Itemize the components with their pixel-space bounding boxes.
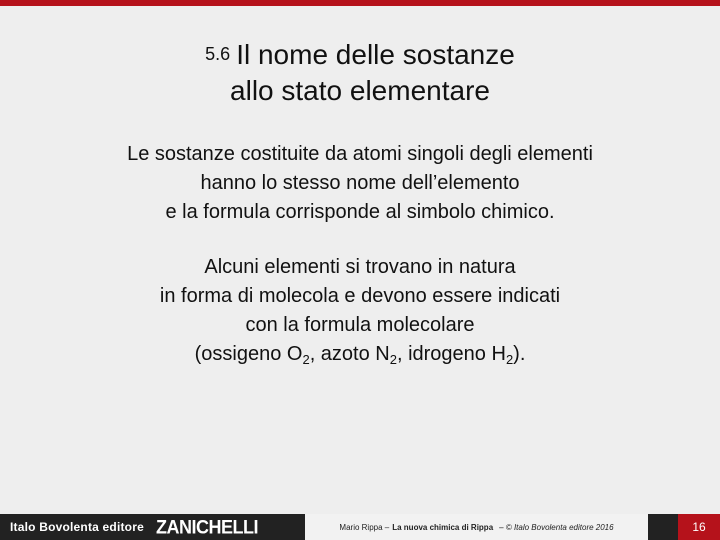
paragraph-2-line-1: Alcuni elementi si trovano in natura: [204, 256, 516, 278]
top-accent-bar: [0, 0, 720, 6]
formula-open-text: (ossigeno O: [194, 343, 303, 365]
section-number: 5.6: [205, 44, 231, 64]
credit-box: [305, 514, 648, 540]
publisher-logo: [0, 514, 305, 540]
paragraph-1-line-2: hanno lo stesso nome dell’elemento: [200, 172, 520, 194]
hydrogen-subscript: 2: [505, 352, 514, 367]
slide-title: [0, 36, 720, 109]
formula-close-text: ).: [513, 343, 526, 365]
paragraph-1-line-3: e la formula corrisponde al simbolo chimico.: [165, 201, 555, 223]
page-number: 16: [678, 514, 720, 540]
nitrogen-subscript: 2: [389, 352, 397, 367]
book-title: La nuova chimica di Rippa: [392, 522, 494, 532]
footer-bar: [0, 514, 720, 540]
paragraph-1: [40, 140, 680, 227]
zanichelli-logo: ZANICHELLI: [155, 515, 258, 538]
title-line-2: allo stato elementare: [230, 75, 490, 106]
publisher-name: Italo Bovolenta editore: [10, 520, 144, 534]
paragraph-2: [40, 253, 680, 369]
formula-sep-2: , idrogeno H: [396, 343, 506, 365]
paragraph-1-line-1: Le sostanze costituite da atomi singoli degli elementi: [127, 143, 593, 165]
oxygen-subscript: 2: [302, 352, 310, 367]
author-credit: Mario Rippa –: [339, 522, 390, 532]
paragraph-2-line-2: in forma di molecola e devono essere indicati: [159, 285, 561, 307]
paragraph-2-line-4: [40, 340, 680, 369]
copyright-notice: – © Italo Bovolenta editore 2016: [499, 522, 614, 532]
paragraph-2-line-3: con la formula molecolare: [245, 314, 475, 336]
title-line-1: Il nome delle sostanze: [236, 39, 515, 70]
formula-sep-1: , azoto N: [309, 343, 390, 365]
